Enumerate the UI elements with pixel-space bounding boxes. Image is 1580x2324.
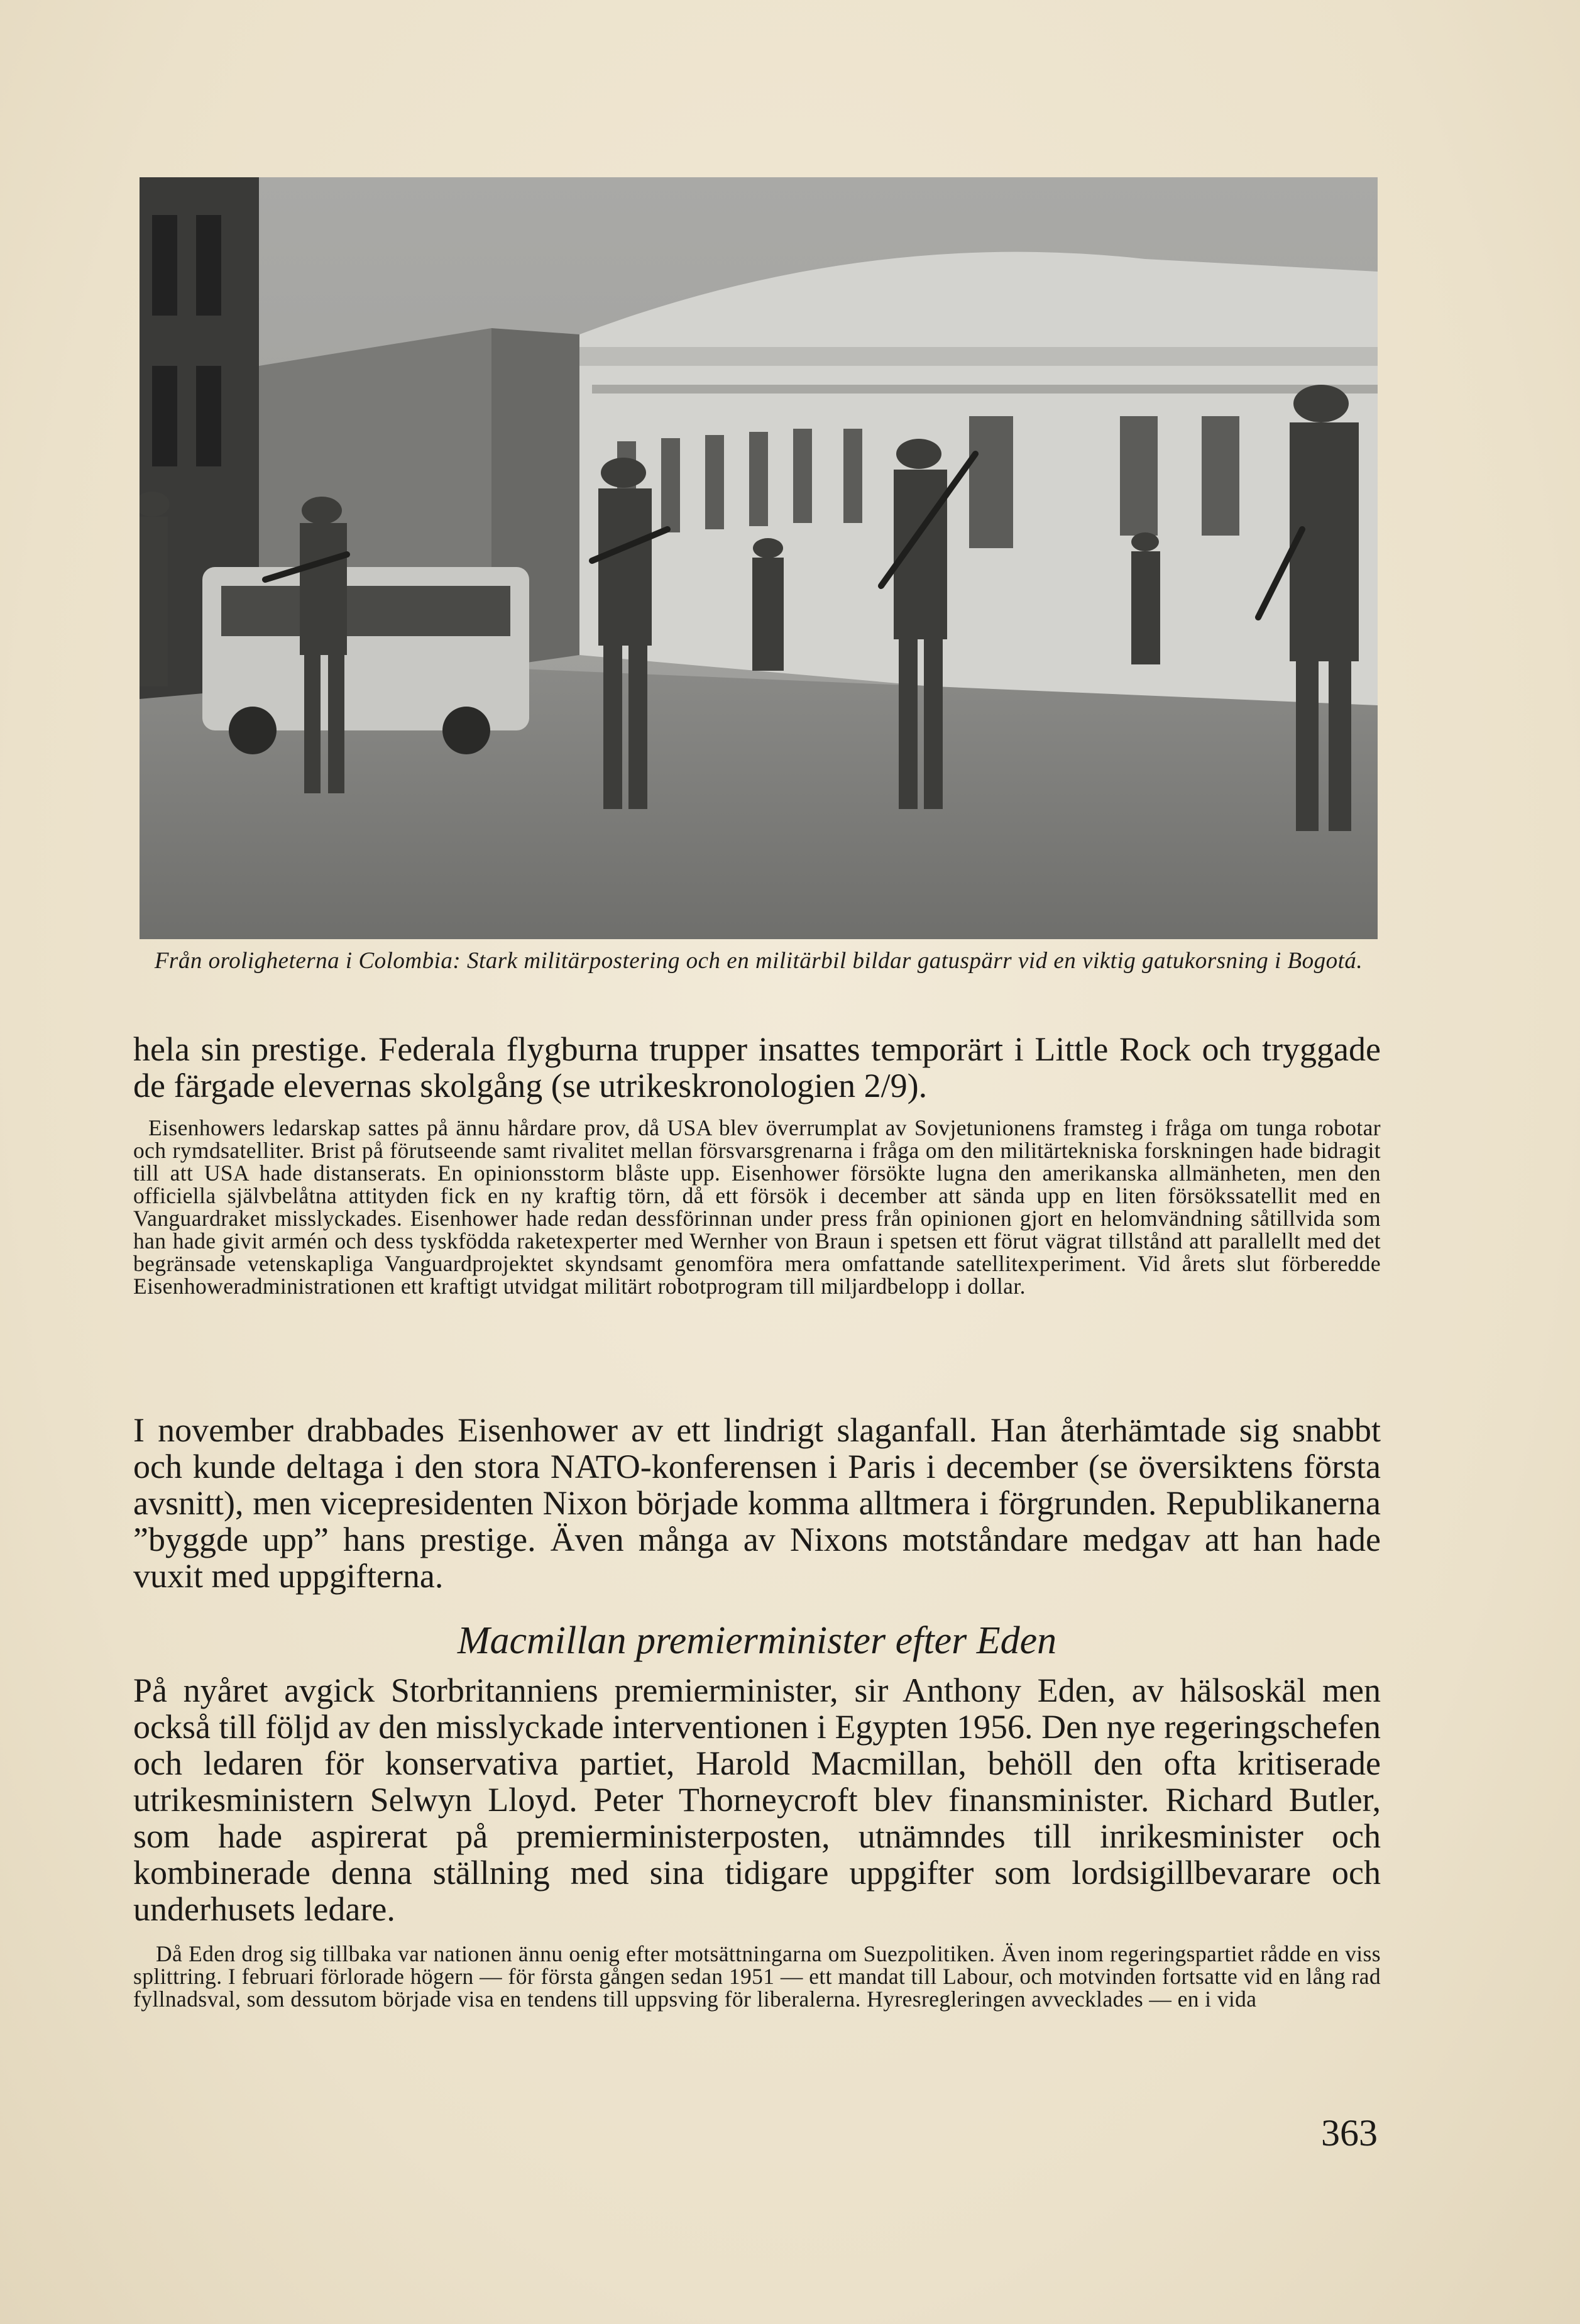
- caption-text: Stark militärpostering och en militärbil bildar gatuspärr vid en viktig gatukorsning i Bogotá.: [466, 948, 1363, 974]
- paragraph-2: Eisenhowers ledarskap sattes på ännu hårdare prov, då USA blev överrumplat av Sovjetunionens framsteg i fråga om tunga robotar och rymdsatelliter. Brist på förutseende samt rivalitet mellan försvarsgrenarna i fråga om den militärtekniska forskningen hade bidragit till att USA hade distanserats. En opinionsstorm blåste upp. Eisenhower försökte lugna den amerikanska allmänheten, men den officiella självbelåtna attityden fick en ny kraftig törn, då ett försök i december att sända upp en liten försökssatellit med en Vanguardraket misslyckades. Eisenhower hade redan dessförinnan under press från opinionen gjort en helomvändning såtillvida som han hade givit armén och dess tyskfödda raketexperter med Wernher von Braun i spetsen ett förut vägrat tillstånd att parallellt med det begränsade vetenskapliga Vanguardprojektet skyndsamt genomföra mera omfattande satellitexperiment. Vid årets slut förberedde Eisenhoweradministrationen ett kraftigt utvidgat militärt robotprogram till miljardbelopp i dollar.: [133, 1115, 1381, 1299]
- photo-caption: [140, 948, 1378, 974]
- street-scene-illustration: [140, 177, 1378, 939]
- section-heading: Macmillan premierminister efter Eden: [457, 1619, 1057, 1662]
- paragraph-5: Då Eden drog sig tillbaka var nationen ännu oenig efter motsättningarna om Suezpolitiken. Även inom regeringspartiet rådde en viss splittring. I februari förlorade högern — för första gången sedan 1951 — ett mandat till Labour, och motvinden fortsatte vid en lång rad fyllnadsval, som dessutom började visa en tendens till uppsving för liberalerna. Hyresregleringen avvecklades — en i vida: [133, 1941, 1381, 2012]
- page-number: 363: [1321, 2112, 1378, 2154]
- paragraph-1: hela sin prestige. Federala flygburna trupper insattes temporärt i Little Rock och tryggade de färgade elevernas skolgång (se utrikeskronologien 2/9).: [133, 1030, 1381, 1104]
- paragraph-3: I november drabbades Eisenhower av ett lindrigt slaganfall. Han återhämtade sig snabbt och kunde deltaga i den stora NATO-konferensen i Paris i december (se översiktens första avsnitt), men vicepresidenten Nixon började komma alltmera i förgrunden. Republikanerna ”byggde upp” hans prestige. Även många av Nixons motståndare medgav att han hade vuxit med uppgifterna.: [133, 1411, 1381, 1595]
- paragraph-4: På nyåret avgick Storbritanniens premierminister, sir Anthony Eden, av hälsoskäl men också till följd av den misslyckade interventionen i Egypten 1956. Den nye regeringschefen och ledaren för konservativa partiet, Harold Macmillan, behöll den ofta kritiserade utrikesministern Selwyn Lloyd. Peter Thorneycroft blev finansminister. Richard Butler, som hade aspirerat på premierministerposten, utnämndes till inrikesminister och kombinerade denna ställning med sina tidigare uppgifter som lordsigillbevarare och underhusets ledare.: [133, 1671, 1381, 1928]
- caption-prefix: Från oroligheterna i Colombia:: [154, 948, 461, 974]
- news-photo: [140, 177, 1378, 939]
